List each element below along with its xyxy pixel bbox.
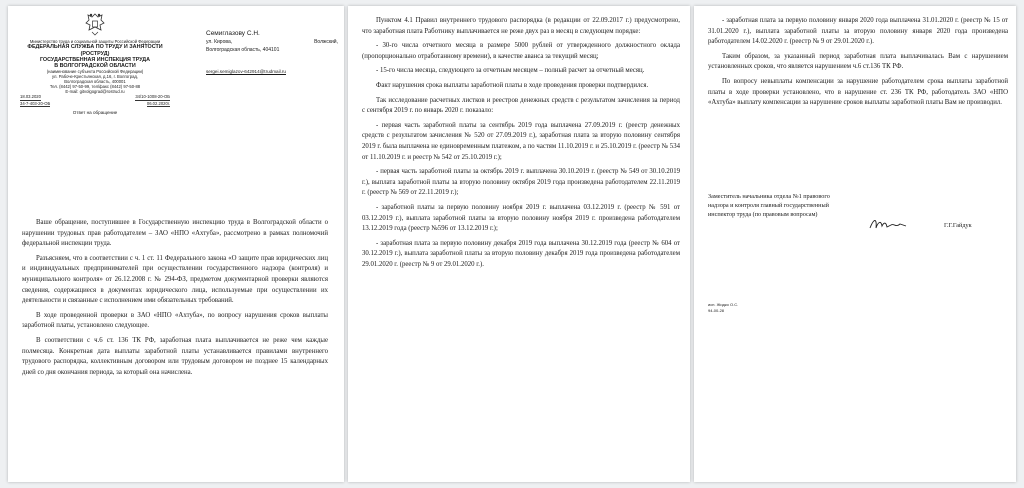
handwritten-signature-icon — [868, 216, 908, 232]
addressee-region: Волгоградская область, 404101 — [206, 47, 280, 53]
addressee-street: ул. Кирова, — [206, 39, 233, 45]
inspection-name: ГОСУДАРСТВЕННАЯ ИНСПЕКЦИЯ ТРУДА — [39, 56, 151, 63]
ministry-name: Министерство труда и социальной защиты Российской Федерации — [29, 39, 161, 45]
region-note: (наименование субъекта Российской Федерации) — [46, 69, 144, 75]
agency-phone: Тел. (8442) 97-50-99, тел/факс (8442) 97-50-88 — [49, 84, 141, 90]
paragraph: По вопросу невыплаты компенсации за нарушение работодателем срока выплаты заработной платы в ходе проверки установлено, что в нарушение ст. 236 ТК РФ, работодатель ЗАО «НПО «Ахтуба» выплату компенсации за нарушение сроков выплаты заработной платы Вам не производил. — [708, 77, 1008, 107]
letter-page-1 — [8, 6, 344, 482]
signer-position: Заместитель начальника отдела №1 правового надзора и контроля главный государственный инспектор труда (по правовым вопросам) — [708, 193, 830, 218]
agency-address: Волгоградская область, 400001 — [64, 79, 126, 85]
paragraph: Факт нарушения срока выплаты заработной платы в ходе проведения проверки подтвердился. — [376, 81, 649, 89]
registration-row-2 — [20, 101, 170, 107]
registration-number: 34/10-1008-20-ОБ — [135, 94, 170, 100]
letter-page-2 — [348, 6, 690, 482]
addressee-town: Волжский, — [314, 39, 338, 45]
executor-note — [708, 302, 738, 313]
page-2-body — [362, 16, 680, 274]
paragraph: Таким образом, за указанный период заработная плата выплачивалась Вам с нарушением установленных сроков, что является нарушением ч.6 ст.136 ТК РФ. — [708, 52, 1008, 71]
signer-name: Г.Г.Гайдук — [944, 222, 972, 229]
addressee-block — [206, 30, 338, 76]
executor-phone: 94-00-28 — [708, 307, 725, 313]
incoming-number: 34-7-403-20-ОБ — [20, 100, 51, 106]
paragraph: - 15-го числа месяца, следующего за отчетным месяцем – полный расчет за отчетный месяц. — [376, 67, 645, 75]
registration-date: 18.03.2020 — [20, 94, 41, 100]
agency-email: E-mail: gitvolgograd@rostrud.ru — [65, 89, 125, 95]
agency-name: ФЕДЕРАЛЬНАЯ СЛУЖБА ПО ТРУДУ И ЗАНЯТОСТИ — [27, 44, 163, 51]
signature-block — [708, 192, 1008, 229]
paragraph: Разъясняем, что в соответствии с ч. 1 ст. 11 Федерального закона «О защите прав юридических лиц и индивидуальных предпринимателей при осуществлении государственного надзора (контроля) и муниципального контроля» от 26.12.2008 г. № 294-ФЗ, предметом документарной проверки являются сведения, содержащиеся в документах юридического лица, используемые при осуществлении их деятельности и связанные с исполнением ими обязательных требований. — [22, 254, 328, 305]
reply-reference: Ответ на обращение — [72, 110, 118, 116]
paragraph: В соответствии с ч.6 ст. 136 ТК РФ, заработная плата выплачивается не реже чем каждые полмесяца. Конкретная дата выплаты заработной платы устанавливается правилами внутреннего трудового распорядка, коллективным договором или трудовым договором не позднее 15 календарных дней со дня окончания периода, за который она начислена. — [22, 336, 328, 376]
paragraph: - первая часть заработной платы за сентябрь 2019 года выплачена 27.09.2019 г. (реестр денежных средств с результатом зачисления № 520 от 27.09.2019 г.), заработная плата за вторую половину сентября 2019 г. была выплачена не единовременным платежом, а по частям 11.10.2019 г. и 25.10.2019 г. (реестр № 534 от 11.10.2019 г. и реестр № 542 от 25.10.2019 г.); — [362, 121, 680, 161]
paragraph: Ваше обращение, поступившее в Государственную инспекцию труда в Волгоградской области о нарушении трудовых прав работодателем – ЗАО «НПО «Ахтуба», рассмотрено в рамках полномочий федеральной инспекции труда. — [22, 219, 328, 248]
addressee-name: Семиглазову С.Н. — [206, 30, 260, 37]
letter-page-3 — [694, 6, 1016, 482]
paragraph: - заработной платы за первую половину ноября 2019 г. выплачена 03.12.2019 г. (реестр № 591 от 03.12.2019 г.), выплата заработной платы за вторую половину ноября 2019 г. произведена работодателем 13.12.2019 года (реестр №596 от 13.12.2019 г.); — [362, 203, 680, 233]
coat-of-arms-emblem-icon — [84, 12, 106, 36]
paragraph: Пунктом 4.1 Правил внутреннего трудового распорядка (в редакции от 22.09.2017 г.) предусмотрено, что заработная плата Работнику выплачивается не реже двух раз в месяц в следующем порядке: — [362, 17, 680, 35]
agency-street: ул. Рабоче-Крестьянская, д.16, г. Волгоград, — [51, 74, 139, 80]
paragraph: В ходе проведенной проверки в ЗАО «НПО «Ахтуба», по вопросу нарушения сроков выплаты заработной платы, установлено следующее. — [22, 311, 328, 330]
paragraph: - заработная плата за первую половину января 2020 года выплачена 31.01.2020 г. (реестр № 15 от 31.01.2020 г.), выплата заработной платы за вторую половину января 2020 года произведена работодателем 14.02.2020 г. (реестр № 9 от 29.01.2020 г.). — [708, 17, 1008, 46]
paragraph: - первая часть заработной платы за октябрь 2019 г. выплачена 30.10.2019 г. (реестр № 549 от 30.10.2019 г.), выплата заработной платы за вторую половину октября 2019 года произведена работодателем 22.11.2019 г. (реестр № 569 от 22.11.2019 г.); — [362, 168, 680, 197]
addressee-email: sergei.semiglazov-642914@trudmail.ru — [206, 69, 286, 74]
paragraph: - заработная плата за первую половину декабря 2019 года выплачена 30.12.2019 года (реестр № 604 от 30.12.2019 г.), выплата заработной платы за вторую половину декабря 2019 года произведена работодателем 29.01.2020 г. (реестр № 9 от 29.01.2020 г.). — [362, 239, 680, 268]
paragraph: Так исследование расчетных листков и реестров денежных средств с результатом зачисления за период с сентября 2019 г. по январь 2020 г. показало: — [362, 96, 680, 115]
agency-short-name: (РОСТРУД) — [80, 50, 110, 57]
page-3-body — [708, 16, 1008, 113]
region-name: В ВОЛГОГРАДСКОЙ ОБЛАСТИ — [54, 63, 136, 70]
page-1-body — [22, 218, 328, 382]
incoming-date: 06.02.2020г. — [146, 100, 170, 106]
letterhead — [20, 12, 170, 115]
paragraph: - 30-го числа отчетного месяца в размере 5000 рублей от утвержденного должностного оклада (пропорционально отработанному времени), в качестве аванса за текущий месяц; — [362, 42, 680, 60]
executor-name: исп. Жидко О.С. — [708, 302, 739, 307]
addressee-street-line — [206, 38, 338, 46]
